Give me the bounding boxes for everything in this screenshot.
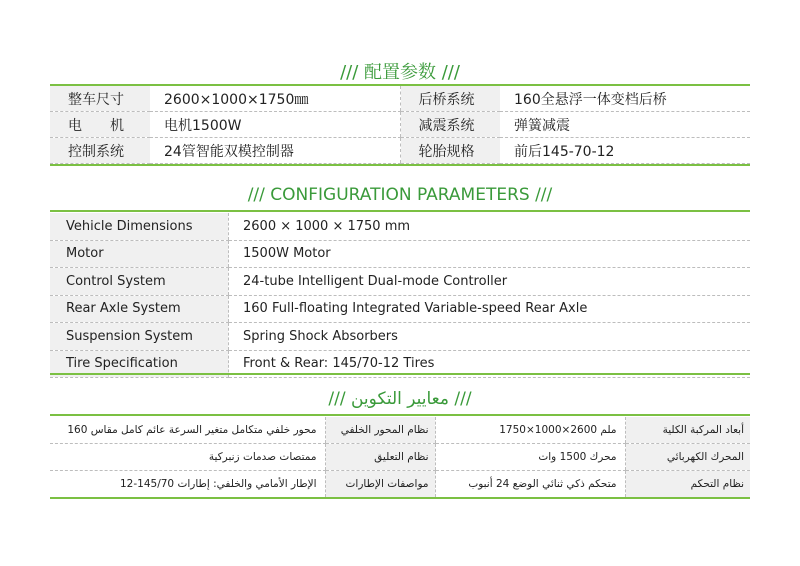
spec-value: 电机1500W [150, 112, 400, 138]
spec-label: 后桥系统 [400, 86, 500, 112]
table-row [50, 112, 750, 138]
table-row [50, 471, 750, 498]
spec-label: نظام المحور الخلفي [325, 417, 435, 444]
spec-value: 1500W Motor [229, 240, 751, 268]
ar-section-title: /// معايير التكوين /// [328, 389, 472, 409]
cn-section-title: /// 配置参数 /// [340, 62, 460, 83]
spec-value: 160 Full-floating Integrated Variable-speed Rear Axle [229, 295, 751, 323]
spec-label: 整车尺寸 [50, 86, 150, 112]
spec-label: Motor [50, 240, 229, 268]
spec-label: 减震系统 [400, 112, 500, 138]
spec-label: Vehicle Dimensions [50, 213, 229, 240]
spec-value: الإطار الأمامي والخلفي: إطارات 145/70-12 [50, 471, 325, 498]
spec-value: 弹簧减震 [500, 112, 750, 138]
spec-label: Control System [50, 268, 229, 296]
spec-value: 24-tube Intelligent Dual-mode Controller [229, 268, 751, 296]
table-row [50, 268, 750, 296]
ar-spec-table [50, 417, 750, 498]
en-bottom-rule [50, 373, 750, 375]
spec-value: 24管智能双模控制器 [150, 138, 400, 164]
spec-label: نظام التعليق [325, 444, 435, 471]
spec-value: متحكم ذكي ثنائي الوضع 24 أنبوب [435, 471, 625, 498]
spec-value: 160全悬浮一体变档后桥 [500, 86, 750, 112]
table-row [50, 213, 750, 240]
table-row [50, 295, 750, 323]
spec-label: 轮胎规格 [400, 138, 500, 164]
ar-bottom-rule [50, 497, 750, 499]
table-row [50, 86, 750, 112]
spec-label: Suspension System [50, 323, 229, 351]
spec-value: 前后145-70-12 [500, 138, 750, 164]
spec-value: ممتصات صدمات زنبركية [50, 444, 325, 471]
spec-label: Tire Specification [50, 350, 229, 378]
cn-spec-table [50, 86, 750, 164]
spec-value: Front & Rear: 145/70-12 Tires [229, 350, 751, 378]
spec-value: ملم 2600×1000×1750 [435, 417, 625, 444]
spec-label: نظام التحكم [625, 471, 750, 498]
spec-label: Rear Axle System [50, 295, 229, 323]
spec-label: 电 机 [50, 112, 150, 138]
spec-value: 2600 × 1000 × 1750 mm [229, 213, 751, 240]
table-row [50, 417, 750, 444]
table-row [50, 323, 750, 351]
en-top-rule [50, 210, 750, 212]
en-section-title: /// CONFIGURATION PARAMETERS /// [247, 185, 553, 205]
ar-top-rule [50, 414, 750, 416]
spec-value: Spring Shock Absorbers [229, 323, 751, 351]
table-row [50, 444, 750, 471]
spec-value: 2600×1000×1750㎜ [150, 86, 400, 112]
spec-value: محور خلفي متكامل متغير السرعة عائم كامل مقاس 160 [50, 417, 325, 444]
spec-label: 控制系统 [50, 138, 150, 164]
en-spec-table [50, 213, 750, 378]
cn-bottom-rule [50, 164, 750, 166]
spec-label: المحرك الكهربائي [625, 444, 750, 471]
spec-value: محرك 1500 وات [435, 444, 625, 471]
table-row [50, 240, 750, 268]
spec-label: أبعاد المركبة الكلية [625, 417, 750, 444]
spec-label: مواصفات الإطارات [325, 471, 435, 498]
table-row [50, 138, 750, 164]
